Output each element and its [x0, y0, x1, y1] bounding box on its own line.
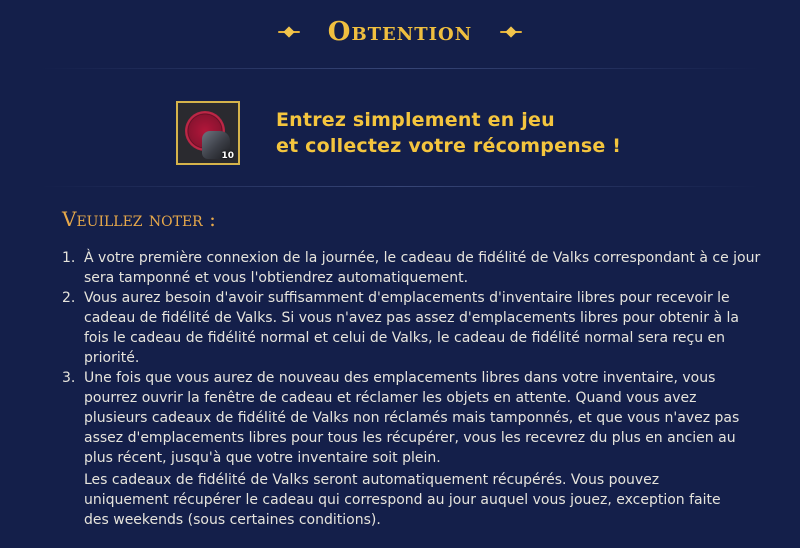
right-ornament-icon [500, 26, 522, 38]
item-count: 10 [221, 151, 234, 161]
top-divider [40, 68, 760, 69]
reward-item[interactable] [176, 101, 240, 165]
reward-line-2: et collectez votre récompense ! [276, 135, 622, 157]
section-header [0, 0, 800, 64]
notice-item [62, 368, 762, 468]
notice-item-text: À votre première connexion de la journée, le cadeau de fidélité de Valks correspondant à ce jour sera tamponné et vous l'obtiendrez automatiquement. [84, 250, 761, 286]
left-ornament-icon [278, 26, 300, 38]
reward-instructions [276, 107, 621, 159]
notice-item-number: 3. [62, 370, 76, 386]
notice-item-number: 2. [62, 290, 76, 306]
notice-item-number: 1. [62, 250, 76, 266]
notice-list [62, 248, 762, 468]
notice-item [62, 248, 762, 288]
notice-title: Veuillez noter : [62, 207, 216, 231]
reward-panel [176, 97, 736, 169]
notice-item [62, 288, 762, 368]
middle-divider [40, 186, 760, 187]
notice-item-text: Une fois que vous aurez de nouveau des emplacements libres dans votre inventaire, vous pourrez ouvrir la fenêtre de cadeau et réclamer les objets en attente. Quand vous avez plusieurs cadeaux de fidélité de Valks non réclamés mais tamponnés, et que vous n'avez pas assez d'emplacements libres pour tous les récupérer, vous les recevrez du plus en ancien au plus récent, jusqu'à que votre inventaire soit plein. [84, 370, 740, 466]
notice-footnote: Les cadeaux de fidélité de Valks seront automatiquement récupérés. Vous pouvez uniquement récupérer le cadeau qui correspond au jour auquel vous jouez, exception faite des weekends (sous certaines conditions). [84, 472, 721, 528]
section-title: Obtention [327, 17, 473, 47]
reward-line-1: Entrez simplement en jeu [276, 109, 555, 131]
notice-item-text: Vous aurez besoin d'avoir suffisamment d'emplacements d'inventaire libres pour recevoir le cadeau de fidélité de Valks. Si vous n'avez pas assez d'emplacements libres pour obtenir à la fois le cadeau de fidélité normal et celui de Valks, le cadeau de fidélité normal sera reçu en priorité. [84, 290, 740, 366]
